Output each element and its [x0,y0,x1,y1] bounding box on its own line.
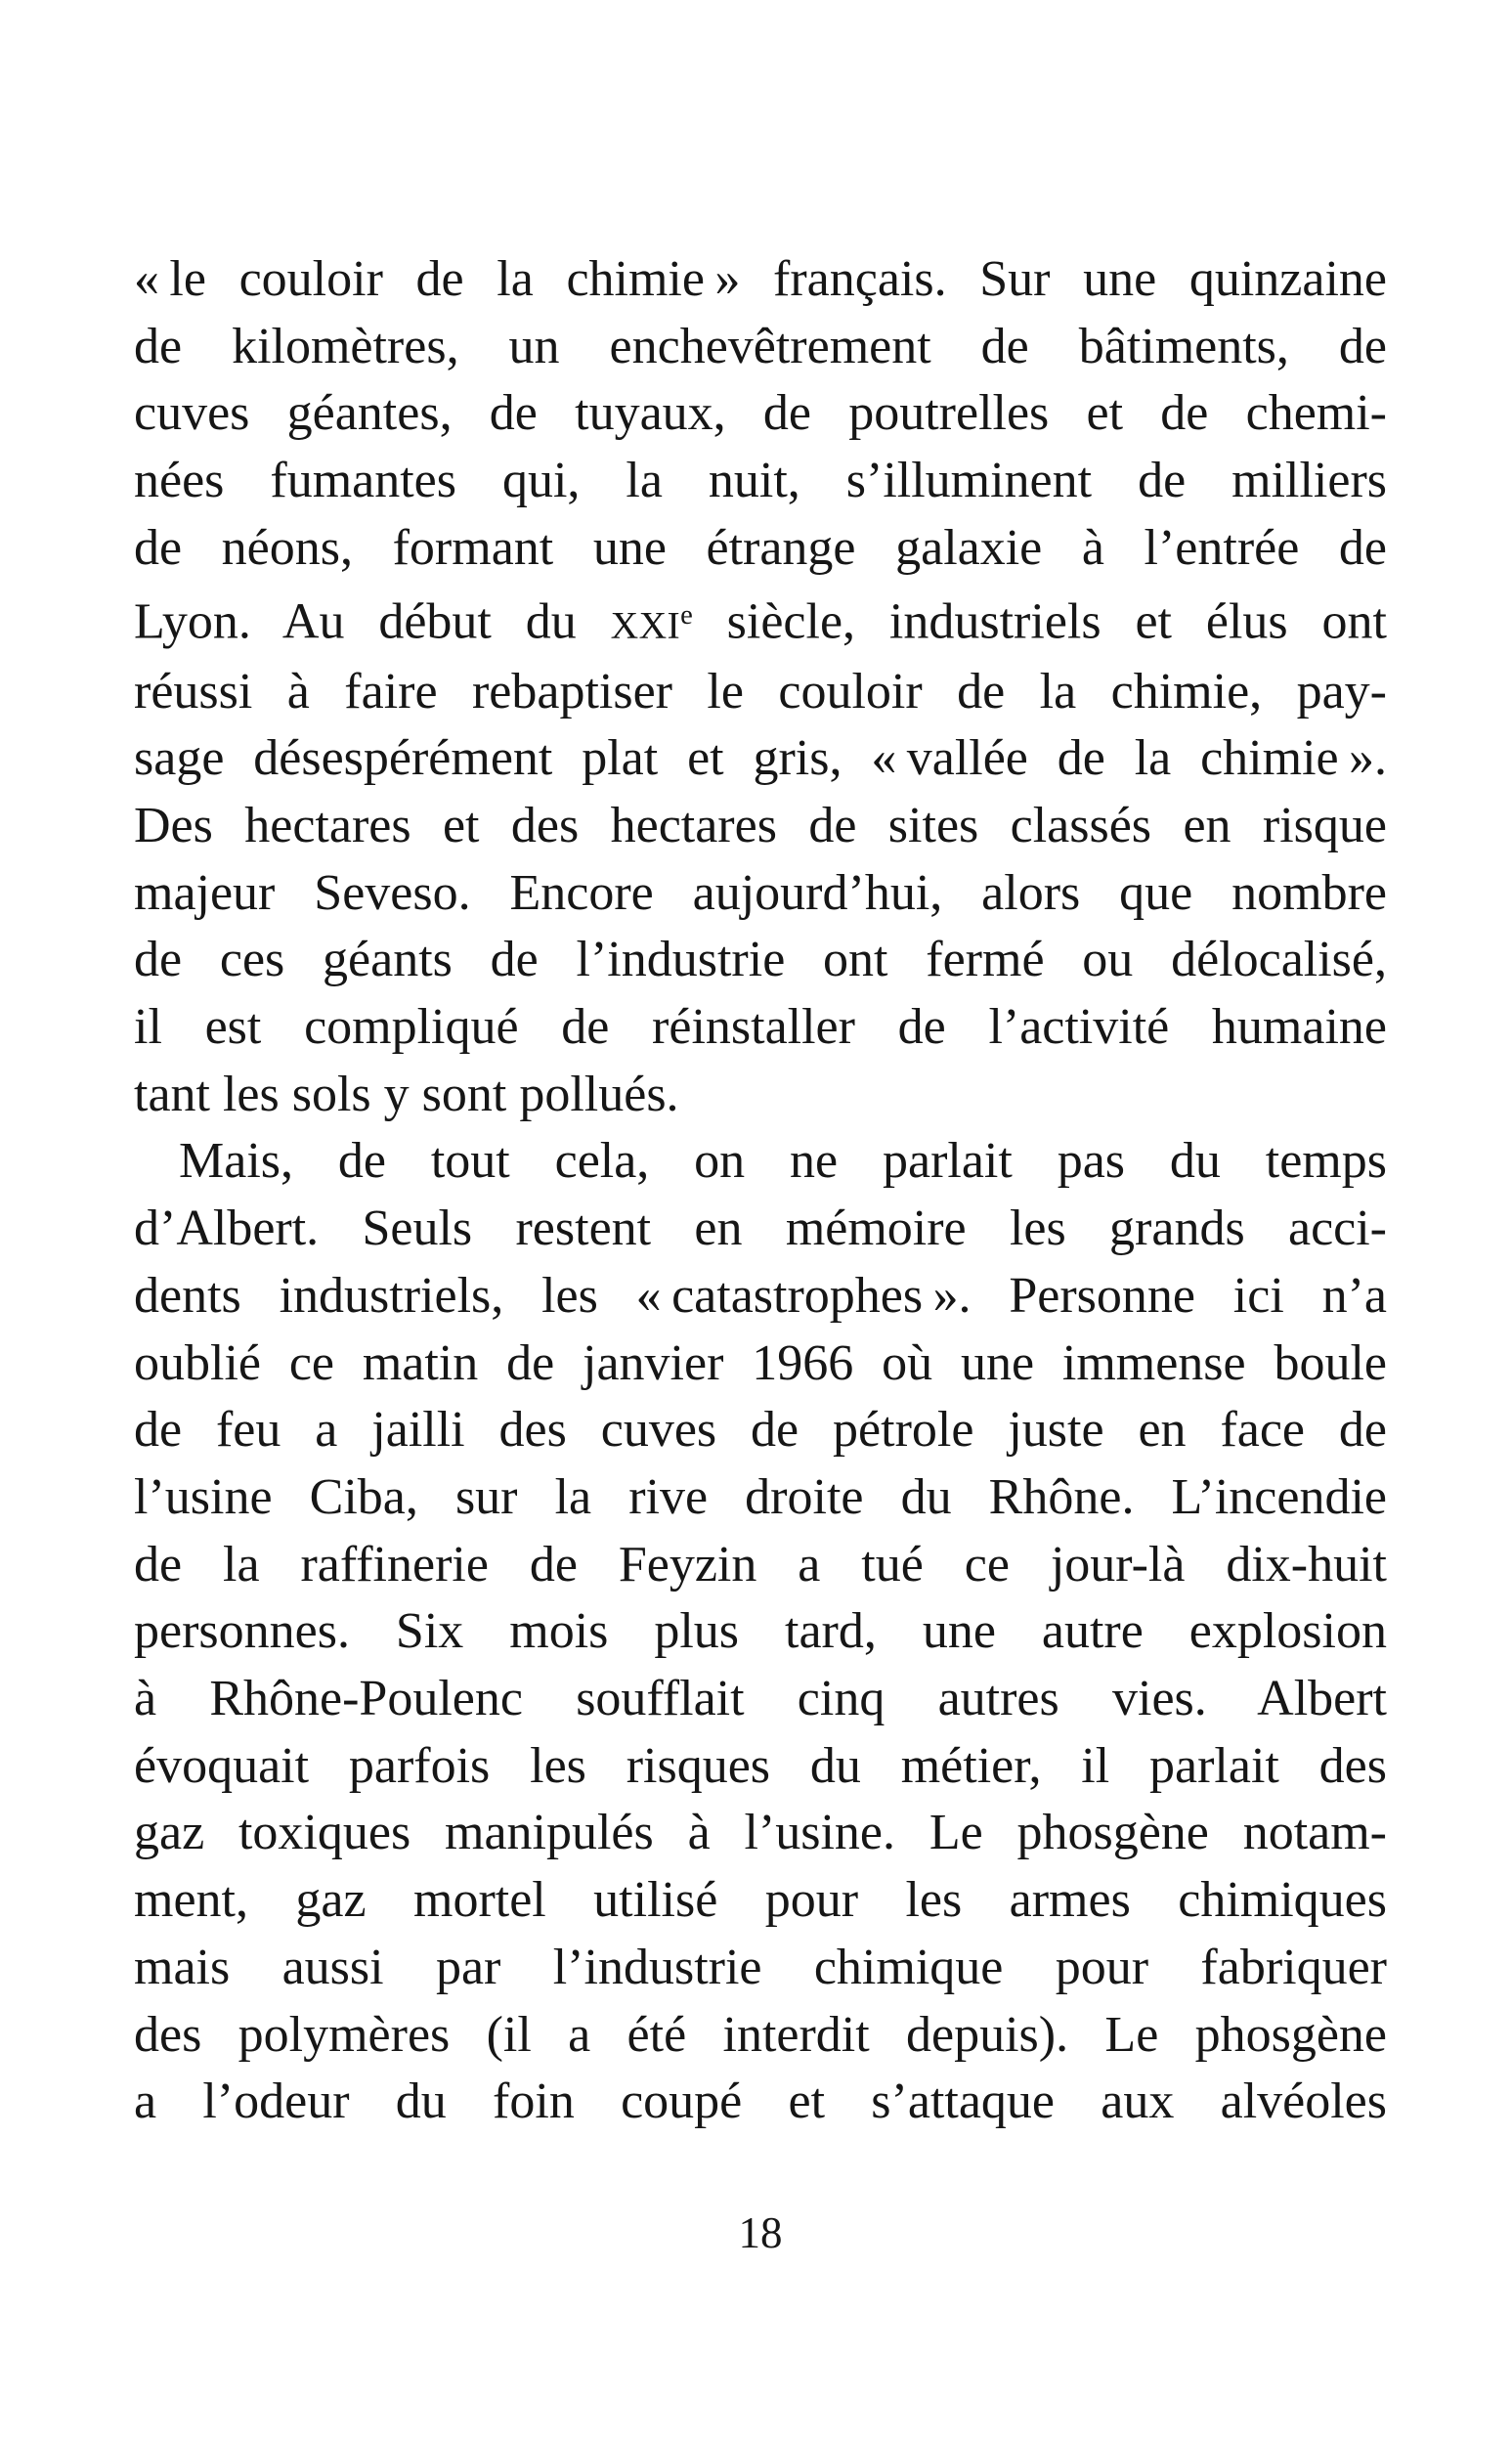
text-line: dents industriels, les « catastrophes ». Personne ici n’a [134,1267,1387,1324]
text-line: a l’odeur du foin coupé et s’attaque aux alvéoles [134,2073,1387,2130]
text-line: de kilomètres, un enchevêtrement de bâtiments, de [134,318,1387,374]
page-number: 18 [738,2208,783,2257]
text-line: réussi à faire rebaptiser le couloir de la chimie, pay- [134,663,1387,720]
text-line: majeur Seveso. Encore aujourd’hui, alors que nombre [134,864,1387,921]
text-line: « le couloir de la chimie » français. Sur une quinzaine [134,251,1387,307]
text-line: des polymères (il a été interdit depuis). Le phosgène [134,2006,1387,2063]
text-line: de la raffinerie de Feyzin a tué ce jour-là dix-huit [134,1536,1387,1593]
text-line: il est compliqué de réinstaller de l’activité humaine [134,999,1387,1056]
text-line: nées fumantes qui, la nuit, s’illuminent de milliers [134,453,1387,509]
text-line: gaz toxiques manipulés à l’usine. Le phosgène notam- [134,1805,1387,1861]
smallcaps-roman-numeral: XXI [610,602,681,646]
text-line: tant les sols y sont pollués. [134,1066,679,1122]
text-line: mais aussi par l’industrie chimique pour fabriquer [134,1939,1387,1995]
text-line [134,583,1387,659]
text-segment: siècle, industriels et élus ont [692,592,1387,649]
text-line: l’usine Ciba, sur la rive droite du Rhône. L’incendie [134,1468,1387,1525]
text-line: personnes. Six mois plus tard, une autre explosion [134,1603,1387,1660]
ordinal-superscript: e [680,599,693,631]
text-line: évoquait parfois les risques du métier, il parlait des [134,1737,1387,1794]
text-line: d’Albert. Seuls restent en mémoire les grands acci- [134,1200,1387,1257]
text-line: Mais, de tout cela, on ne parlait pas du temps [179,1133,1387,1190]
text-line: Des hectares et des hectares de sites classés en risque [134,797,1387,853]
text-line: de néons, formant une étrange galaxie à l’entrée de [134,519,1387,576]
text-block [134,246,1387,2136]
text-line: sage désespérément plat et gris, « vallée de la chimie ». [134,730,1387,787]
text-line: de feu a jailli des cuves de pétrole juste en face de [134,1402,1387,1459]
text-line: oublié ce matin de janvier 1966 où une immense boule [134,1334,1387,1391]
text-line: à Rhône-Poulenc soufflait cinq autres vies. Albert [134,1671,1387,1727]
text-line: ment, gaz mortel utilisé pour les armes chimiques [134,1872,1387,1929]
text-line: de ces géants de l’industrie ont fermé ou délocalisé, [134,932,1387,988]
text-line: cuves géantes, de tuyaux, de poutrelles et de chemi- [134,385,1387,442]
text-segment: Lyon. Au début du [134,592,611,649]
